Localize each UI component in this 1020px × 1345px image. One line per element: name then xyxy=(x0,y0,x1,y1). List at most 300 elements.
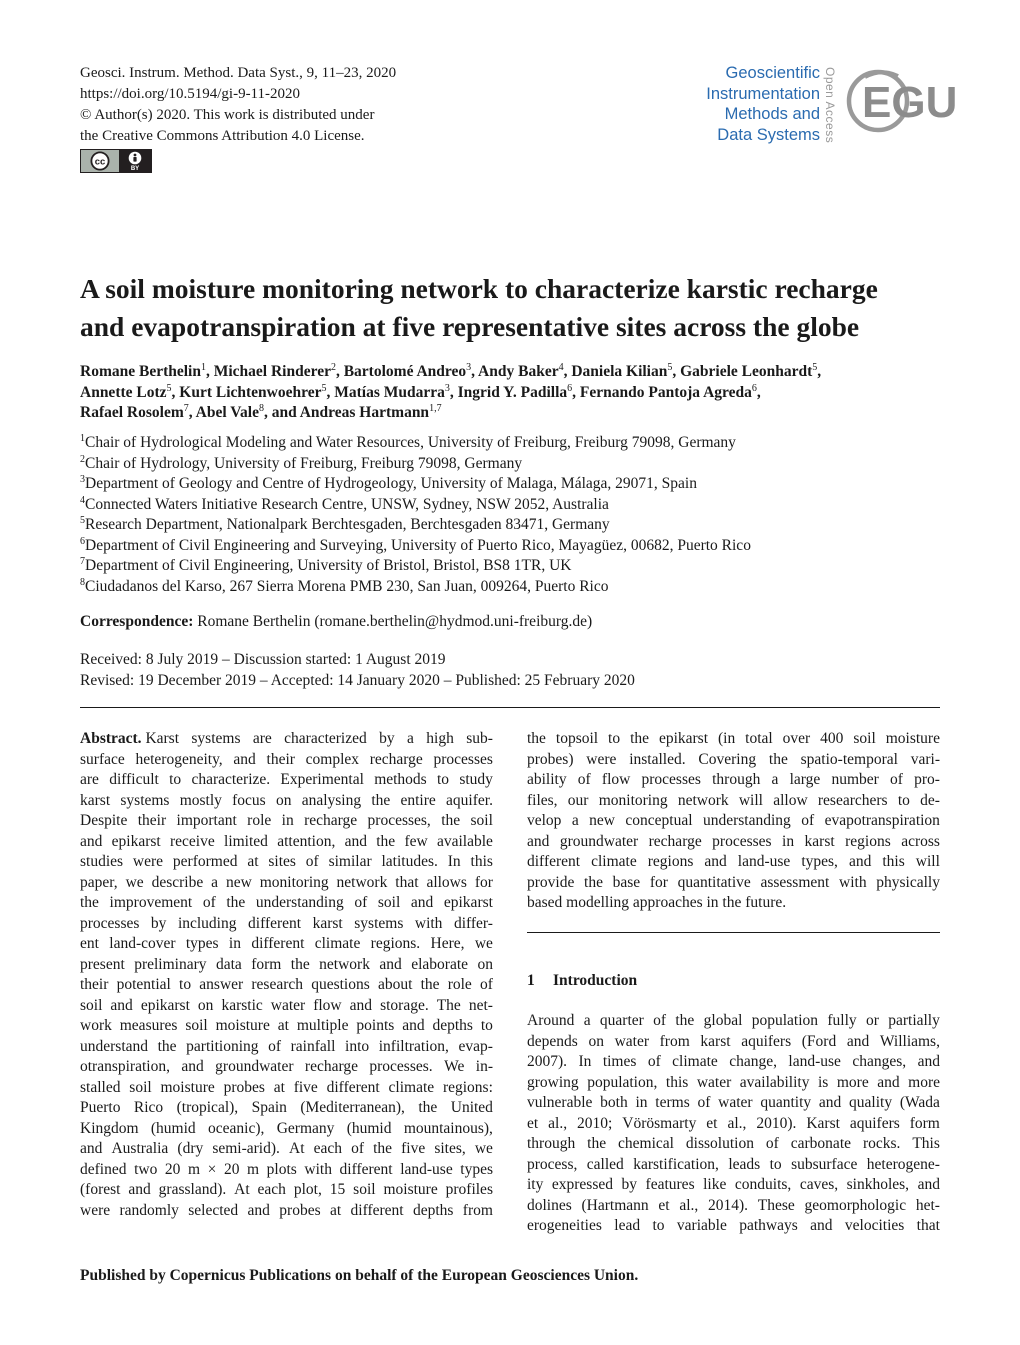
affiliation-marker: 7 xyxy=(183,403,189,414)
divider xyxy=(80,707,940,708)
word: two xyxy=(134,1160,158,1178)
separator: , xyxy=(572,383,580,401)
word: 400 xyxy=(820,730,844,747)
word: geomorphologic xyxy=(804,1196,907,1214)
word: net- xyxy=(468,996,493,1014)
word: depths xyxy=(412,1201,454,1219)
affiliation-text: Department of Civil Engineering and Surveying, University of Puerto Rico, Mayagüez, 00682, Puerto Rico xyxy=(85,536,751,554)
separator: , xyxy=(449,383,458,401)
journal-name-block xyxy=(706,63,820,145)
word: questions xyxy=(311,976,370,993)
affiliation-marker: 8 xyxy=(258,403,264,414)
word: more xyxy=(836,1073,869,1091)
word: At xyxy=(289,1140,305,1157)
word: to xyxy=(169,771,182,788)
word: with xyxy=(839,873,867,891)
word: few xyxy=(404,832,428,850)
text-line-content: based modelling approaches in the future. xyxy=(527,894,787,911)
word: water xyxy=(614,1032,649,1050)
word: groundwater xyxy=(559,832,639,850)
word: of xyxy=(653,1012,667,1029)
author-name: Michael Rinderer xyxy=(213,363,331,380)
separator: , xyxy=(817,363,822,380)
word: soil xyxy=(853,730,876,747)
affiliation-number: 4 xyxy=(80,494,85,506)
word: climate xyxy=(591,853,637,870)
word: were xyxy=(132,853,164,870)
word: the xyxy=(768,750,788,768)
paper-title xyxy=(80,270,950,346)
word: their xyxy=(137,812,167,829)
word: from xyxy=(462,1201,493,1219)
word: otranspiration, xyxy=(80,1058,170,1075)
author-name: Ingrid Y. Padilla xyxy=(457,383,568,401)
text-line xyxy=(80,1057,493,1078)
word: the xyxy=(441,812,461,829)
author-name: Kurt Lichtenwoehrer xyxy=(179,383,322,401)
word: and xyxy=(917,1053,940,1070)
author-name: Gabriele Leonhardt xyxy=(680,363,813,380)
word: of xyxy=(479,976,493,993)
word: characterized xyxy=(284,730,367,747)
word: by xyxy=(150,914,167,932)
word: selected xyxy=(188,1201,239,1219)
svg-text:cc: cc xyxy=(94,156,106,168)
text-line xyxy=(527,1114,940,1135)
word: or xyxy=(865,1012,879,1029)
affiliation-marker: 5 xyxy=(321,382,327,394)
text-line xyxy=(527,729,940,750)
word: 20 xyxy=(223,1160,240,1178)
word: and xyxy=(848,853,872,870)
word: Puerto xyxy=(80,1099,121,1116)
word: Karst xyxy=(806,1114,840,1132)
word: different xyxy=(251,935,305,952)
word: at xyxy=(329,1201,342,1219)
text-line xyxy=(527,1032,940,1053)
word: systems xyxy=(191,730,241,747)
affiliation-marker: 3 xyxy=(444,382,450,394)
word: on xyxy=(197,996,214,1014)
word: to xyxy=(436,771,450,788)
word: types, xyxy=(801,853,838,870)
word: different xyxy=(339,1160,393,1178)
word: base xyxy=(612,873,641,891)
word: of xyxy=(765,1135,779,1152)
text-line xyxy=(527,873,940,894)
word: global xyxy=(703,1012,743,1029)
abstract-continuation xyxy=(527,729,940,914)
word: Vörösmarty xyxy=(622,1114,697,1132)
word: oceanic), xyxy=(208,1119,265,1137)
word: partitioning xyxy=(186,1037,259,1055)
word: different xyxy=(326,1078,380,1096)
word: their xyxy=(266,750,295,768)
word: epikarst xyxy=(140,996,190,1014)
word: regions xyxy=(845,832,891,850)
word: we xyxy=(474,1140,493,1157)
word: of xyxy=(268,1037,282,1055)
word: regions xyxy=(647,853,694,870)
word: five xyxy=(293,1078,318,1096)
affiliation-list xyxy=(80,433,751,597)
journal-name-line: Geoscientific xyxy=(725,64,820,82)
word: mostly xyxy=(179,791,222,809)
svg-text:EGU: EGU xyxy=(862,78,958,127)
word: storage. xyxy=(380,996,429,1014)
word: The xyxy=(436,996,461,1014)
affiliation-marker: 5 xyxy=(667,362,673,373)
word: (Ford xyxy=(801,1032,837,1050)
word: and xyxy=(877,1073,900,1091)
text-line xyxy=(80,1098,493,1119)
word: paper, xyxy=(80,873,118,891)
word: probes) xyxy=(527,750,574,768)
text-line xyxy=(80,996,493,1017)
word: new xyxy=(225,873,252,891)
word: a xyxy=(771,771,779,788)
affiliation-number: 7 xyxy=(80,556,85,567)
word: randomly xyxy=(119,1201,179,1219)
word: in- xyxy=(475,1058,493,1075)
word: preliminary xyxy=(134,955,207,973)
word: of xyxy=(577,771,591,788)
separator: , xyxy=(563,363,572,380)
word: aquifers xyxy=(741,1032,792,1050)
word: These xyxy=(757,1196,795,1214)
word: recharge xyxy=(648,832,702,850)
word: Covering xyxy=(698,750,757,768)
affiliation-marker: 6 xyxy=(751,382,757,394)
cc-icon xyxy=(81,150,119,172)
word: karst xyxy=(80,791,111,809)
word: on xyxy=(588,1032,604,1050)
word: variable xyxy=(676,1217,727,1234)
word: vari- xyxy=(910,750,940,768)
separator: , xyxy=(188,404,196,421)
word: on xyxy=(275,791,292,809)
word: network xyxy=(677,791,729,809)
affiliation-item xyxy=(80,515,751,536)
word: through xyxy=(527,1135,576,1152)
word: difficult xyxy=(109,771,159,788)
word: 2010; xyxy=(577,1114,613,1132)
word: a xyxy=(211,873,219,891)
affiliation-text: Chair of Hydrological Modeling and Water Resources, University of Freiburg, Freiburg 79098, Germany xyxy=(85,434,736,451)
word: Experimental xyxy=(280,771,364,788)
word: number xyxy=(831,771,879,788)
journal-citation: Geosci. Instrum. Method. Data Syst., 9, 11–23, 2020 xyxy=(80,65,397,81)
word: 2010). xyxy=(756,1114,797,1132)
word: quantitative xyxy=(677,873,751,891)
dates-line: Revised: 19 December 2019 – Accepted: 14 January 2020 – Published: 25 February 2020 xyxy=(80,671,635,689)
word: monitoring xyxy=(259,873,329,891)
word: soil xyxy=(80,996,103,1014)
author-name: Annette Lotz xyxy=(80,383,167,401)
word: systems xyxy=(120,791,170,809)
word: moisture xyxy=(160,1078,215,1096)
word: the xyxy=(527,730,546,747)
word: important xyxy=(176,812,237,829)
word: and xyxy=(233,750,256,768)
word: climate xyxy=(672,1053,718,1070)
text-line xyxy=(80,893,493,914)
word: a xyxy=(571,812,579,829)
word: processes xyxy=(641,771,701,788)
word: We xyxy=(444,1058,465,1075)
word: processes. xyxy=(369,1058,433,1075)
text-line xyxy=(80,852,493,873)
word: of xyxy=(202,894,216,911)
word: potential xyxy=(116,976,171,993)
word: this xyxy=(665,1073,689,1091)
word: at xyxy=(247,853,259,870)
text-line xyxy=(80,914,493,935)
word: and xyxy=(110,996,133,1014)
word: the xyxy=(80,894,99,911)
word: similar xyxy=(328,853,372,870)
word: form xyxy=(251,955,282,973)
word: monitoring xyxy=(598,791,668,809)
word: karstification, xyxy=(633,1155,719,1173)
text-line xyxy=(80,934,493,955)
word: of xyxy=(354,894,368,911)
word: the xyxy=(630,730,649,747)
dates-line: Received: 8 July 2019 – Discussion started: 1 August 2019 xyxy=(80,651,446,668)
word: characterize. xyxy=(191,771,271,788)
text-line xyxy=(80,832,493,853)
affiliation-item xyxy=(80,433,751,454)
word: improvement xyxy=(109,894,193,911)
word: mountainous), xyxy=(403,1119,493,1137)
correspondence-text[interactable]: Romane Berthelin (romane.berthelin@hydmod.uni-freiburg.de) xyxy=(193,613,593,630)
word: we xyxy=(125,873,144,891)
word: soil xyxy=(129,1078,152,1096)
word: sites, xyxy=(434,1140,466,1157)
word: subsurface xyxy=(791,1155,858,1173)
journal-name-line: Instrumentation xyxy=(706,84,820,103)
journal-name-line: Methods and xyxy=(724,105,820,123)
word: a xyxy=(583,1012,591,1029)
word: different xyxy=(350,1201,404,1219)
word: karst xyxy=(312,914,343,932)
word: Abstract. Karst xyxy=(80,730,180,747)
affiliation-marker: 3 xyxy=(466,362,472,373)
word: probes xyxy=(223,1078,265,1096)
word: karst xyxy=(700,1032,731,1050)
word: quarter xyxy=(599,1012,644,1029)
word: were xyxy=(586,750,617,768)
word: are xyxy=(252,730,272,747)
word: depths xyxy=(432,1017,473,1034)
affiliation-number: 3 xyxy=(80,474,85,485)
word: epikarst xyxy=(443,894,493,911)
word: erogeneities xyxy=(527,1217,602,1234)
word: installed. xyxy=(629,750,686,768)
word: this xyxy=(470,853,493,870)
word: fully xyxy=(827,1012,857,1029)
word: changes, xyxy=(852,1053,907,1070)
separator: , xyxy=(205,363,214,380)
license-line: the Creative Commons Attribution 4.0 License. xyxy=(80,128,365,144)
word: land-use xyxy=(737,853,791,870)
word: land-cover xyxy=(109,935,176,952)
word: and xyxy=(247,1201,270,1219)
word: m xyxy=(247,1160,260,1178)
word: 2007). xyxy=(527,1053,568,1070)
header-citation-block xyxy=(80,63,396,147)
word: different xyxy=(527,853,581,870)
word: a xyxy=(407,730,414,747)
word: change, xyxy=(729,1053,777,1070)
word: methods xyxy=(374,771,427,788)
word: of xyxy=(697,1094,711,1111)
word: at xyxy=(273,1078,285,1096)
word: to xyxy=(652,1217,665,1234)
author-name: Fernando Pantoja Agreda xyxy=(579,383,752,401)
word: available xyxy=(436,832,493,850)
word: soil xyxy=(377,894,401,911)
word: water xyxy=(270,996,306,1014)
word: high xyxy=(426,730,454,747)
word: of xyxy=(890,771,903,788)
word: soil xyxy=(185,1017,208,1034)
word: climate xyxy=(314,935,361,952)
word: including xyxy=(177,914,237,932)
word: and xyxy=(181,1058,204,1075)
word: data xyxy=(215,955,242,973)
word: land-use xyxy=(400,1160,453,1178)
cc-by-license-badge[interactable] xyxy=(80,149,152,173)
word: studies xyxy=(80,853,124,870)
word: recharge xyxy=(304,812,358,829)
text-line xyxy=(527,1011,940,1032)
text-line xyxy=(80,770,493,791)
affiliation-marker: 4 xyxy=(558,362,564,373)
text-line xyxy=(527,1052,940,1073)
word: profiles xyxy=(445,1181,493,1198)
word: (Hartmann xyxy=(581,1196,649,1214)
word: Germany xyxy=(276,1119,335,1137)
word: the xyxy=(226,894,246,911)
author-name: Andreas Hartmann xyxy=(299,404,430,421)
word: understanding xyxy=(702,812,791,829)
title-line: and evapotranspiration at five representative sites across the globe xyxy=(80,311,860,342)
word: elaborate xyxy=(411,955,469,973)
publication-dates xyxy=(80,650,635,691)
word: processes xyxy=(433,750,493,768)
word: 2014). xyxy=(707,1196,749,1214)
author-name: Rafael Rosolem xyxy=(80,404,184,421)
word: and xyxy=(527,832,550,850)
author-name: Bartolomé Andreo xyxy=(343,363,467,380)
word: attention, xyxy=(277,832,336,850)
doi-link[interactable]: https://doi.org/10.5194/gi-9-11-2020 xyxy=(80,86,300,102)
word: of xyxy=(801,812,815,829)
text-line xyxy=(527,1196,940,1217)
separator: , and xyxy=(263,404,300,421)
word: at xyxy=(277,1017,289,1034)
word: regions: xyxy=(442,1078,493,1096)
word: by xyxy=(379,730,395,747)
word: the xyxy=(420,976,440,993)
word: to xyxy=(179,976,192,993)
text-line xyxy=(527,1134,940,1155)
word: across xyxy=(901,832,940,850)
affiliation-item xyxy=(80,577,751,598)
open-access-label: Open Access xyxy=(823,67,837,144)
word: role xyxy=(247,812,272,829)
word: describe xyxy=(151,873,204,891)
word: stalled xyxy=(80,1078,121,1096)
word: carbonate xyxy=(790,1135,852,1152)
separator: , xyxy=(335,363,344,380)
word: understand xyxy=(80,1037,149,1055)
word: the xyxy=(584,873,603,891)
word: systems xyxy=(354,914,404,932)
affiliation-marker: 1 xyxy=(200,362,206,373)
text-line xyxy=(80,1119,493,1140)
word: population, xyxy=(587,1073,658,1091)
text-line xyxy=(527,1093,940,1114)
affiliation-marker: 2 xyxy=(330,362,336,373)
word: processes xyxy=(712,832,772,850)
author-name: Daniela Kilian xyxy=(571,363,668,380)
affiliation-number: 1 xyxy=(80,433,85,444)
word: moisture xyxy=(885,730,940,747)
word: performed xyxy=(172,853,238,870)
word: al., xyxy=(679,1196,699,1214)
word: recharge xyxy=(304,1058,358,1075)
text-line xyxy=(527,1216,940,1237)
word: multiple xyxy=(296,1017,349,1034)
word: sinkholes, xyxy=(846,1176,910,1193)
word: recharge xyxy=(369,750,423,768)
word: to xyxy=(897,791,910,809)
abstract-label: Abstract. xyxy=(80,730,142,747)
word: conduits, xyxy=(734,1176,792,1193)
word: heterogene- xyxy=(866,1155,940,1173)
word: on xyxy=(477,955,493,973)
text-line xyxy=(80,1016,493,1037)
word: probes xyxy=(279,1201,321,1219)
word: the xyxy=(587,1135,607,1152)
word: of xyxy=(305,853,319,870)
separator: , xyxy=(471,363,479,380)
word: rocks. xyxy=(862,1135,901,1152)
separator: , xyxy=(326,383,335,401)
word: evapotranspiration xyxy=(824,812,940,829)
word: types xyxy=(460,1160,493,1178)
word: depends xyxy=(527,1032,578,1050)
word: allows xyxy=(426,873,467,891)
word: each xyxy=(257,1181,286,1198)
word: latitudes. xyxy=(381,853,438,870)
text-line xyxy=(80,811,493,832)
word: Despite xyxy=(80,812,128,829)
word: different xyxy=(248,914,302,932)
word: receive xyxy=(170,832,215,850)
word: chemical xyxy=(618,1135,674,1152)
word: processes, xyxy=(367,812,431,829)
word: 15 xyxy=(329,1181,346,1198)
word: Australia xyxy=(111,1140,169,1157)
word: Spain xyxy=(251,1099,287,1116)
affiliation-text: Chair of Hydrology, University of Freiburg, Freiburg 79098, Germany xyxy=(85,454,523,472)
word: soil xyxy=(353,1181,376,1198)
word: (forest xyxy=(80,1181,121,1198)
word: total xyxy=(745,730,773,747)
